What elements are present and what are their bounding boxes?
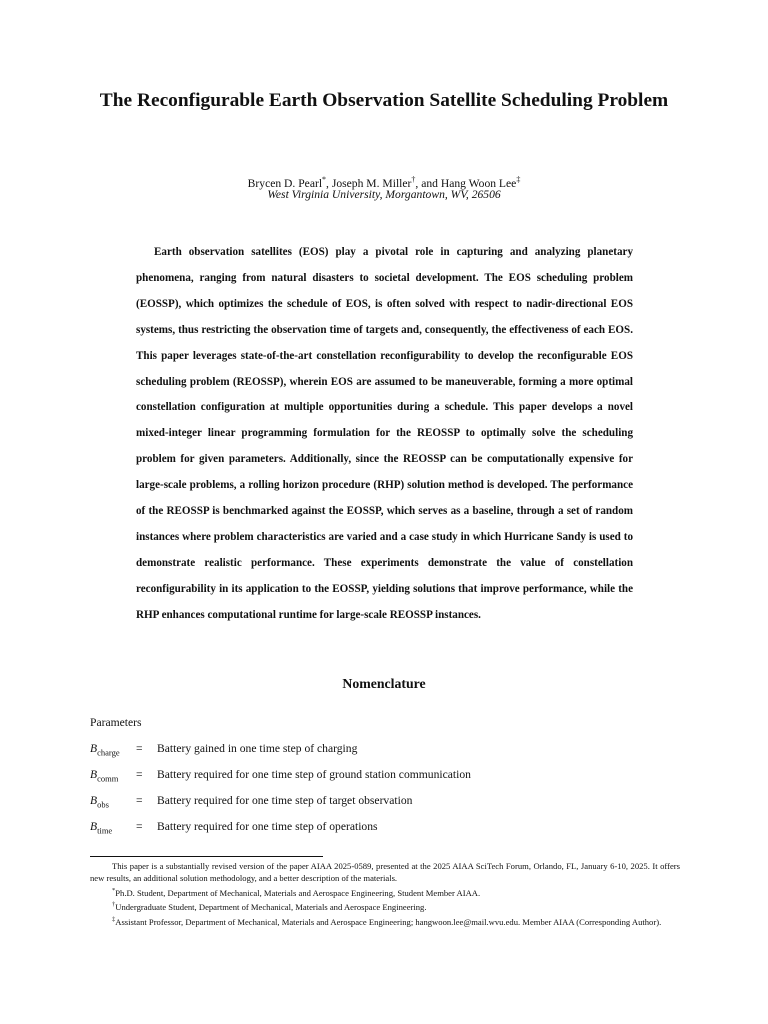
nomenclature-equals: = <box>136 820 143 833</box>
footnote: This paper is a substantially revised version of the paper AIAA 2025-0589, presented at the 2025 AIAA SciTech Forum, Orlando, FL, January 6-10, 2025. It offers new results, an additional solution methodology, and a better description of the materials. <box>90 860 680 884</box>
affiliation: West Virginia University, Morgantown, WV, 26506 <box>267 188 501 201</box>
nomenclature-equals: = <box>136 794 143 807</box>
nomenclature-description: Battery gained in one time step of charging <box>157 742 358 755</box>
footnote: *Ph.D. Student, Department of Mechanical, Materials and Aerospace Engineering, Student Member AIAA. <box>112 886 481 898</box>
author-name: Hang Woon Lee <box>440 176 517 190</box>
footnotes <box>90 858 680 928</box>
author-name: Joseph M. Miller <box>331 176 412 190</box>
author-footnote-mark: * <box>322 175 327 184</box>
author-footnote-mark: † <box>411 175 416 184</box>
footnote-divider <box>90 856 323 857</box>
nomenclature-symbol: $B_{time}$ <box>90 820 113 836</box>
nomenclature-description: Battery required for one time step of operations <box>157 820 378 833</box>
author-name: Brycen D. Pearl <box>247 176 323 190</box>
nomenclature-symbol: $B_{charge}$ <box>90 742 120 758</box>
nomenclature-symbol: $B_{obs}$ <box>90 794 109 810</box>
nomenclature-description: Battery required for one time step of target observation <box>157 794 413 807</box>
footnote: ‡Assistant Professor, Department of Mechanical, Materials and Aerospace Engineering; hangwoon.lee@mail.wvu.edu. Member AIAA (Corresponding Author). <box>112 915 662 927</box>
author-footnote-mark: ‡ <box>516 175 521 184</box>
nomenclature-equals: = <box>136 742 143 755</box>
section-heading-nomenclature: Nomenclature <box>342 676 426 691</box>
footnote: †Undergraduate Student, Department of Mechanical, Materials and Aerospace Engineering. <box>112 901 427 913</box>
nomenclature-symbol: $B_{comm}$ <box>90 768 119 784</box>
nomenclature-equals: = <box>136 768 143 781</box>
author-separator: , and <box>415 176 441 190</box>
subsection-heading-parameters: Parameters <box>90 716 142 729</box>
nomenclature-description: Battery required for one time step of ground station communication <box>157 768 471 781</box>
paper-title: The Reconfigurable Earth Observation Satellite Scheduling Problem <box>99 90 669 111</box>
author-separator: , <box>326 176 332 190</box>
abstract: Earth observation satellites (EOS) play a pivotal role in capturing and analyzing planetary phenomena, ranging from natural disasters to societal development. The EOS scheduling problem (EOSSP), which optimizes the schedule of EOS, is often solved with respect to nadir-directional EOS systems, thus restricting the observation time of targets and, consequently, the effectiveness of each EOS. This paper leverages state-of-the-art constellation reconfigurability to develop the reconfigurable EOS scheduling problem (REOSSP), wherein EOS are assumed to be maneuverable, forming a more optimal constellation configuration at multiple opportunities during a schedule. This paper develops a novel mixed-integer linear programming formulation for the REOSSP to optimally solve the scheduling problem for given parameters. Additionally, since the REOSSP can be computationally expensive for large-scale problems, a rolling horizon procedure (RHP) solution method is developed. The performance of the REOSSP is benchmarked against the EOSSP, which serves as a baseline, through a set of random instances where problem characteristics are varied and a case study in which Hurricane Sandy is used to demonstrate realistic performance. These experiments demonstrate the value of constellation reconfigurability in its application to the EOSSP, yielding solutions that improve performance, while the RHP enhances computational runtime for large-scale REOSSP instances. <box>136 246 633 621</box>
